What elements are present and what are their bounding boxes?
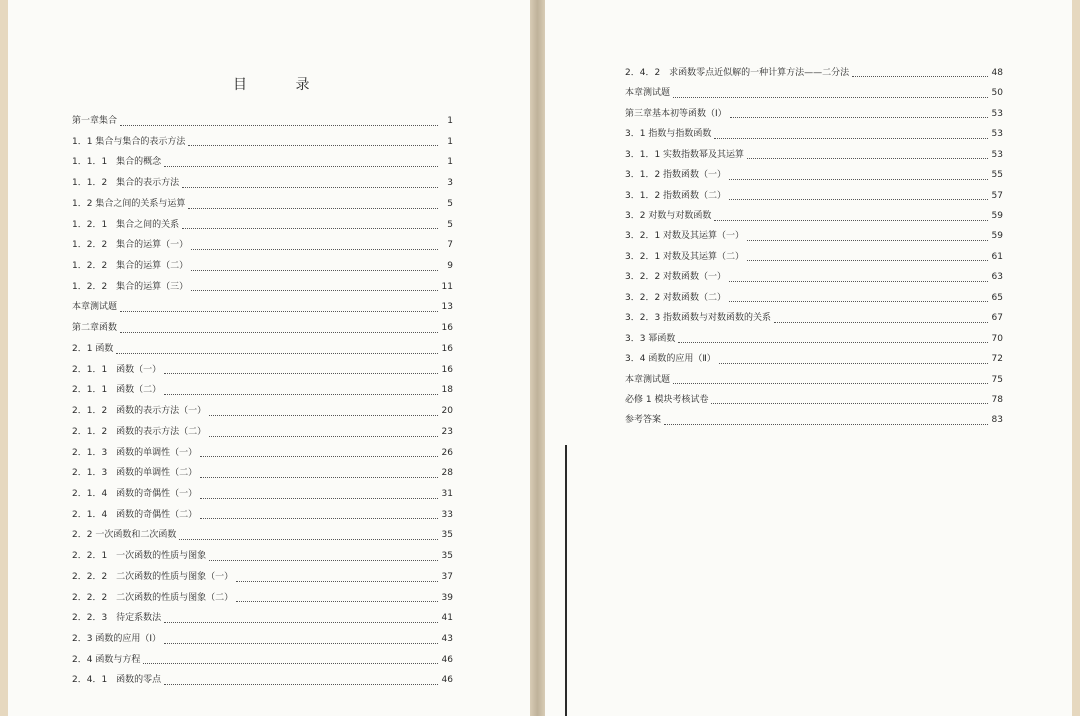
toc-entry-label: 1．2．2 集合的运算（三） bbox=[72, 281, 189, 292]
toc-entry-page-number: 5 bbox=[447, 219, 453, 230]
toc-entry-page-number: 1 bbox=[447, 116, 453, 126]
right-page bbox=[545, 0, 1072, 716]
toc-leader-dots bbox=[236, 601, 438, 602]
toc-entry-page-number: 11 bbox=[441, 281, 453, 292]
toc-entry-label: 3．1．1 实数指数幂及其运算 bbox=[625, 149, 745, 160]
toc-leader-dots bbox=[774, 322, 988, 323]
toc-entry-page-number: 16 bbox=[441, 323, 453, 334]
toc-leader-dots bbox=[719, 363, 988, 364]
toc-entry-label: 3．2．1 对数及其运算（一） bbox=[625, 231, 745, 242]
toc-leader-dots bbox=[747, 158, 988, 159]
toc-entry-page-number: 83 bbox=[991, 415, 1003, 426]
toc-entry-label: 2．1．3 函数的单调性（二） bbox=[72, 468, 198, 479]
toc-leader-dots bbox=[729, 281, 988, 282]
book-spine bbox=[530, 0, 545, 716]
toc-entry-label: 1．1．1 集合的概念 bbox=[72, 157, 162, 168]
toc-entry bbox=[625, 390, 1003, 410]
toc-entry-page-number: 59 bbox=[991, 211, 1003, 222]
toc-entry bbox=[625, 329, 1003, 349]
toc-leader-dots bbox=[209, 436, 438, 437]
toc-leader-dots bbox=[164, 373, 438, 374]
toc-entry-label: 第三章基本初等函数（Ⅰ） bbox=[625, 108, 727, 119]
toc-entry-page-number: 53 bbox=[991, 149, 1003, 160]
toc-entry-page-number: 78 bbox=[991, 394, 1003, 405]
toc-entry-page-number: 53 bbox=[991, 108, 1003, 119]
toc-entry-label: 3．2．1 对数及其运算（二） bbox=[625, 251, 745, 262]
toc-leader-dots bbox=[182, 228, 438, 229]
toc-entry-label: 1．2 集合之间的关系与运算 bbox=[72, 198, 186, 209]
toc-leader-dots bbox=[191, 290, 438, 291]
toc-entry-page-number: 55 bbox=[991, 170, 1003, 181]
toc-entry-page-number: 72 bbox=[991, 354, 1003, 365]
toc-entry bbox=[625, 370, 1003, 390]
toc-entry-label: 2．1．1 函数（一） bbox=[72, 364, 162, 375]
toc-leader-dots bbox=[673, 97, 988, 98]
toc-entry bbox=[72, 608, 453, 629]
toc-leader-dots bbox=[747, 260, 988, 261]
toc-leader-dots bbox=[852, 76, 988, 77]
toc-leader-dots bbox=[120, 311, 438, 312]
toc-entry-label: 1．2．1 集合之间的关系 bbox=[72, 219, 180, 230]
toc-entry bbox=[72, 463, 453, 484]
toc-entry-page-number: 39 bbox=[441, 592, 453, 603]
toc-leader-dots bbox=[200, 518, 438, 519]
toc-entry bbox=[72, 132, 453, 153]
toc-entry bbox=[72, 235, 453, 256]
toc-leader-dots bbox=[711, 403, 988, 404]
toc-entry bbox=[72, 380, 453, 401]
toc-leader-dots bbox=[188, 208, 438, 209]
toc-entry-page-number: 57 bbox=[991, 190, 1003, 201]
toc-leader-dots bbox=[179, 539, 438, 540]
toc-entry-page-number: 7 bbox=[447, 240, 453, 251]
toc-entry-page-number: 41 bbox=[441, 613, 453, 624]
left-page bbox=[8, 0, 530, 716]
toc-entry-label: 2．2．3 待定系数法 bbox=[72, 613, 162, 624]
toc-entry-page-number: 9 bbox=[447, 261, 453, 272]
toc-leader-dots bbox=[730, 117, 988, 118]
toc-entry bbox=[625, 308, 1003, 328]
toc-entry-page-number: 50 bbox=[991, 88, 1003, 99]
toc-entry bbox=[625, 227, 1003, 247]
toc-entry-label: 2．1．1 函数（二） bbox=[72, 385, 162, 396]
toc-entry bbox=[72, 111, 453, 132]
toc-entry-page-number: 65 bbox=[991, 292, 1003, 303]
toc-entry bbox=[625, 124, 1003, 144]
scan-right-edge bbox=[1072, 0, 1080, 716]
toc-entry-label: 第二章函数 bbox=[72, 323, 118, 334]
toc-entry-page-number: 16 bbox=[441, 364, 453, 375]
toc-entry-page-number: 23 bbox=[441, 426, 453, 437]
toc-entry bbox=[72, 360, 453, 381]
toc-entry-label: 1．1．2 集合的表示方法 bbox=[72, 178, 180, 189]
toc-entry bbox=[72, 484, 453, 505]
scan-left-edge bbox=[0, 0, 8, 716]
toc-entry-label: 本章测试题 bbox=[625, 88, 671, 99]
toc-leader-dots bbox=[191, 270, 438, 271]
toc-entry-label: 2．2．1 一次函数的性质与图象 bbox=[72, 551, 207, 562]
toc-entry-label: 2．4．1 函数的零点 bbox=[72, 675, 162, 686]
toc-entry bbox=[72, 173, 453, 194]
toc-leader-dots bbox=[200, 498, 438, 499]
toc-leader-dots bbox=[191, 249, 438, 250]
toc-entry bbox=[72, 318, 453, 339]
toc-entry bbox=[72, 194, 453, 215]
toc-entry-label: 3．3 幂函数 bbox=[625, 333, 676, 344]
toc-entry-label: 2．2．2 二次函数的性质与图象（一） bbox=[72, 571, 234, 582]
toc-entry-page-number: 70 bbox=[991, 333, 1003, 344]
toc-entry-page-number: 31 bbox=[441, 488, 453, 499]
toc-entry bbox=[625, 63, 1003, 83]
toc-entry-label: 2．1．4 函数的奇偶性（一） bbox=[72, 488, 198, 499]
toc-leader-dots bbox=[209, 560, 438, 561]
toc-entry-label: 2．4 函数与方程 bbox=[72, 654, 141, 665]
toc-entry-page-number: 26 bbox=[441, 447, 453, 458]
toc-entry bbox=[625, 349, 1003, 369]
toc-entry bbox=[625, 206, 1003, 226]
toc-entry-page-number: 37 bbox=[441, 571, 453, 582]
toc-entry bbox=[625, 410, 1003, 430]
toc-entry-page-number: 61 bbox=[991, 251, 1003, 262]
toc-list-left bbox=[72, 111, 453, 691]
toc-entry bbox=[72, 505, 453, 526]
toc-entry-label: 3．1．2 指数函数（一） bbox=[625, 170, 727, 181]
toc-entry-label: 2．1．2 函数的表示方法（一） bbox=[72, 406, 207, 417]
toc-entry-label: 第一章集合 bbox=[72, 116, 118, 126]
toc-entry bbox=[72, 670, 453, 691]
toc-leader-dots bbox=[729, 301, 988, 302]
toc-leader-dots bbox=[236, 581, 438, 582]
toc-entry-page-number: 35 bbox=[441, 530, 453, 541]
toc-leader-dots bbox=[678, 342, 988, 343]
toc-leader-dots bbox=[714, 220, 988, 221]
toc-entry-page-number: 3 bbox=[447, 178, 453, 189]
toc-leader-dots bbox=[188, 145, 438, 146]
toc-entry bbox=[72, 152, 453, 173]
toc-leader-dots bbox=[164, 394, 438, 395]
toc-leader-dots bbox=[729, 199, 988, 200]
toc-entry-label: 2．3 函数的应用（Ⅰ） bbox=[72, 633, 161, 644]
toc-entry-label: 2．1 函数 bbox=[72, 343, 114, 354]
toc-entry bbox=[625, 267, 1003, 287]
toc-list-right bbox=[625, 63, 1003, 431]
toc-leader-dots bbox=[143, 663, 438, 664]
toc-entry bbox=[72, 650, 453, 671]
toc-entry-page-number: 43 bbox=[441, 633, 453, 644]
toc-entry bbox=[72, 401, 453, 422]
toc-leader-dots bbox=[164, 643, 438, 644]
toc-leader-dots bbox=[747, 240, 988, 241]
toc-entry-label: 2．2 一次函数和二次函数 bbox=[72, 530, 177, 541]
toc-leader-dots bbox=[164, 166, 438, 167]
toc-leader-dots bbox=[120, 332, 438, 333]
toc-entry-page-number: 67 bbox=[991, 313, 1003, 324]
toc-entry-page-number: 20 bbox=[441, 406, 453, 417]
toc-leader-dots bbox=[164, 684, 438, 685]
toc-entry-page-number: 1 bbox=[447, 157, 453, 168]
toc-leader-dots bbox=[120, 125, 438, 126]
toc-entry-page-number: 46 bbox=[441, 654, 453, 665]
toc-entry-label: 1．1 集合与集合的表示方法 bbox=[72, 136, 186, 147]
toc-leader-dots bbox=[200, 477, 438, 478]
toc-entry bbox=[72, 525, 453, 546]
toc-entry-page-number: 1 bbox=[447, 136, 453, 147]
toc-entry-page-number: 46 bbox=[441, 675, 453, 686]
toc-entry bbox=[72, 567, 453, 588]
toc-entry-label: 2．1．4 函数的奇偶性（二） bbox=[72, 509, 198, 520]
toc-entry bbox=[625, 288, 1003, 308]
toc-entry-label: 参考答案 bbox=[625, 415, 662, 426]
toc-entry-label: 3．1．2 指数函数（二） bbox=[625, 190, 727, 201]
toc-entry-label: 本章测试题 bbox=[625, 374, 671, 385]
toc-entry-page-number: 33 bbox=[441, 509, 453, 520]
toc-entry bbox=[72, 629, 453, 650]
toc-entry-page-number: 75 bbox=[991, 374, 1003, 385]
toc-leader-dots bbox=[209, 415, 438, 416]
toc-entry bbox=[72, 443, 453, 464]
toc-entry-label: 2．2．2 二次函数的性质与图象（二） bbox=[72, 592, 234, 603]
toc-entry-label: 2．1．3 函数的单调性（一） bbox=[72, 447, 198, 458]
toc-entry-page-number: 18 bbox=[441, 385, 453, 396]
toc-entry-label: 必修 1 模块考核试卷 bbox=[625, 394, 709, 405]
toc-leader-dots bbox=[673, 383, 988, 384]
toc-entry-page-number: 53 bbox=[991, 129, 1003, 140]
toc-entry bbox=[625, 145, 1003, 165]
toc-leader-dots bbox=[116, 353, 438, 354]
toc-title: 目 录 bbox=[233, 77, 332, 93]
toc-entry bbox=[72, 588, 453, 609]
toc-entry-page-number: 5 bbox=[447, 198, 453, 209]
toc-entry-label: 3．2．2 对数函数（二） bbox=[625, 292, 727, 303]
toc-entry bbox=[72, 422, 453, 443]
toc-entry-label: 2．1．2 函数的表示方法（二） bbox=[72, 426, 207, 437]
toc-entry bbox=[72, 256, 453, 277]
toc-entry bbox=[72, 297, 453, 318]
toc-entry-page-number: 35 bbox=[441, 551, 453, 562]
toc-leader-dots bbox=[664, 424, 988, 425]
toc-leader-dots bbox=[714, 138, 988, 139]
scan-artifact-line bbox=[565, 445, 567, 716]
toc-entry bbox=[625, 247, 1003, 267]
toc-entry-label: 本章测试题 bbox=[72, 302, 118, 313]
toc-entry-label: 3．2 对数与对数函数 bbox=[625, 211, 712, 222]
toc-entry bbox=[625, 186, 1003, 206]
toc-entry-page-number: 63 bbox=[991, 272, 1003, 283]
toc-entry bbox=[72, 339, 453, 360]
toc-entry-label: 1．2．2 集合的运算（一） bbox=[72, 240, 189, 251]
toc-entry-page-number: 48 bbox=[991, 67, 1003, 78]
toc-entry-page-number: 28 bbox=[441, 468, 453, 479]
toc-entry-page-number: 16 bbox=[441, 343, 453, 354]
toc-entry bbox=[72, 546, 453, 567]
toc-leader-dots bbox=[182, 187, 438, 188]
toc-entry bbox=[72, 277, 453, 298]
toc-entry-page-number: 13 bbox=[441, 302, 453, 313]
toc-leader-dots bbox=[200, 456, 438, 457]
toc-entry bbox=[72, 215, 453, 236]
toc-entry bbox=[625, 165, 1003, 185]
toc-entry-label: 3．4 函数的应用（Ⅱ） bbox=[625, 354, 716, 365]
toc-entry-label: 3．2．2 对数函数（一） bbox=[625, 272, 727, 283]
toc-leader-dots bbox=[164, 622, 438, 623]
toc-leader-dots bbox=[729, 179, 988, 180]
toc-entry bbox=[625, 104, 1003, 124]
toc-entry-label: 2．4．2 求函数零点近似解的一种计算方法——二分法 bbox=[625, 67, 850, 78]
toc-entry-label: 1．2．2 集合的运算（二） bbox=[72, 261, 189, 272]
toc-entry-label: 3．2．3 指数函数与对数函数的关系 bbox=[625, 313, 772, 324]
toc-entry-label: 3．1 指数与指数函数 bbox=[625, 129, 712, 140]
toc-entry bbox=[625, 83, 1003, 103]
toc-entry-page-number: 59 bbox=[991, 231, 1003, 242]
